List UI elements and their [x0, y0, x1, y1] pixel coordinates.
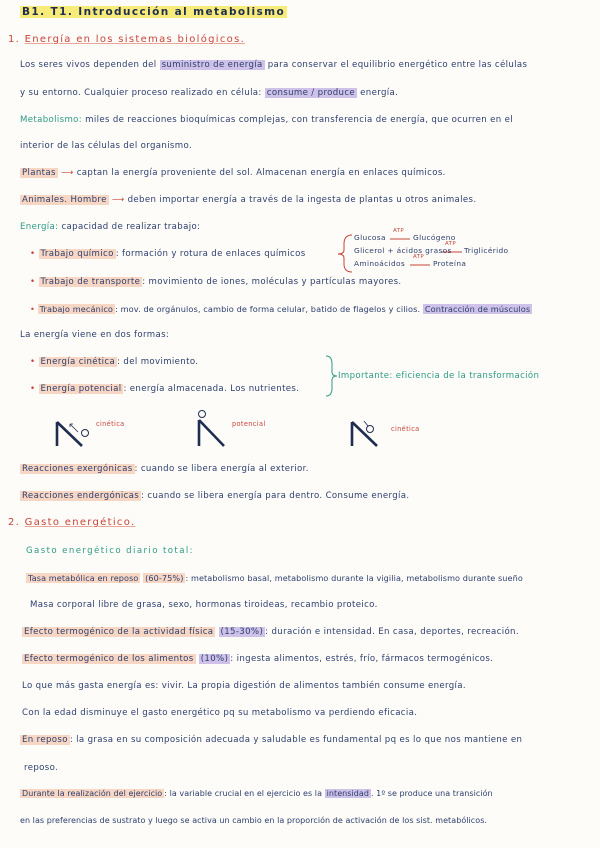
- bullet-icon: •: [30, 304, 35, 314]
- kinetic-descending-figure-icon: [352, 421, 377, 446]
- reaction-glucogeno: Glucógeno: [413, 233, 456, 242]
- en-reposo: En reposo : la grasa en su composición adecuada y saludable es fundamental pq es lo que nos mantiene en: [22, 735, 523, 745]
- efecto-alimentos: Efecto termogénico de los alimentos (10%) : ingesta alimentos, estrés, frío, fármacos termogénicos.: [24, 654, 494, 664]
- energia-cinetica: • Energía cinética : del movimiento.: [30, 357, 199, 367]
- edad-gasto: Con la edad disminuye el gasto energético pq su metabolismo va perdiendo eficacia.: [22, 708, 418, 718]
- tasa-metabolica-factors: Masa corporal libre de grasa, sexo, hormonas tiroideas, recambio proteico.: [30, 600, 378, 610]
- trabajo-mecanico: • Trabajo mecánico : mov. de orgánulos, cambio de forma celular, batido de flagelos y cilios. Contracción de músculos: [30, 304, 531, 314]
- reaction-proteina: Proteína: [433, 259, 467, 268]
- energia-definition: Energía: capacidad de realizar trabajo:: [20, 222, 201, 232]
- durante-ejercicio-cont: en las preferencias de sustrato y luego se activa un cambio en la proporción de activación de los sist. metabólicos.: [20, 816, 488, 825]
- metabolismo-definition: Metabolismo: miles de reacciones bioquímicas complejas, con transferencia de energía, que ocurren en el: [20, 115, 513, 125]
- importante-note: Importante: eficiencia de la transformación: [338, 371, 540, 381]
- reacciones-endergonicas: Reacciones endergónicas : cuando se libera energía para dentro. Consume energía.: [22, 491, 410, 501]
- bullet-icon: •: [30, 357, 36, 367]
- durante-ejercicio: Durante la realización del ejercicio : la variable crucial en el ejercicio es la intensidad . 1º se produce una transición: [22, 789, 493, 798]
- arrow-right-icon: ⟶: [60, 168, 74, 178]
- trabajo-transporte: • Trabajo de transporte : movimiento de iones, moléculas y partículas mayores.: [30, 277, 402, 287]
- bullet-icon: •: [30, 384, 36, 394]
- figure-label-cinetica: cinética: [96, 420, 125, 428]
- tasa-metabolica: Tasa metabólica en reposo (60-75%) : metabolismo basal, metabolismo durante la vigilia, metabolismo durante sueño: [28, 573, 523, 583]
- atp-label: ATP: [393, 228, 405, 234]
- bullet-icon: •: [30, 249, 36, 259]
- figure-label-cinetica-2: cinética: [391, 425, 420, 433]
- energia-potencial: • Energía potencial : energía almacenada. Los nutrientes.: [30, 384, 300, 394]
- section-2-heading: 2. Gasto energético.: [8, 517, 136, 528]
- reaction-glicerol: Glicerol + ácidos grasos: [354, 246, 452, 255]
- page-title: B1. T1. Introducción al metabolismo: [22, 6, 286, 18]
- efecto-actividad-fisica: Efecto termogénico de la actividad física (15-30%) : duración e intensidad. En casa, deportes, recreación.: [24, 627, 519, 637]
- section-1-heading: 1. Energía en los sistemas biológicos.: [8, 34, 246, 45]
- gasto-diario-subheading: Gasto energético diario total:: [26, 546, 194, 556]
- reaction-trigliceridos: Triglicérido: [464, 246, 509, 255]
- intro-line-2: y su entorno. Cualquier proceso realizado en célula: consume / produce energía.: [20, 88, 399, 98]
- metabolismo-definition-cont: interior de las células del organismo.: [20, 141, 193, 151]
- figure-label-potencial: potencial: [232, 420, 266, 428]
- lo-que-mas-gasta: Lo que más gasta energía es: vivir. La propia digestión de alimentos también consume energía.: [22, 681, 466, 691]
- bullet-icon: •: [30, 277, 36, 287]
- intro-line-1: Los seres vivos dependen del suministro de energía para conservar el equilibrio energético entre las células: [20, 60, 528, 70]
- atp-label: ATP: [413, 254, 425, 260]
- reaction-aminoacidos: Aminoácidos: [354, 259, 406, 268]
- arrow-right-icon: ⟶: [111, 195, 125, 205]
- plantas-line: Plantas ⟶ captan la energía proveniente del sol. Almacenan energía en enlaces químicos.: [22, 168, 446, 178]
- potential-slope-figure-icon: [199, 411, 225, 447]
- formas-intro: La energía viene en dos formas:: [20, 330, 170, 340]
- trabajo-quimico: • Trabajo químico : formación y rotura de enlaces químicos: [30, 249, 306, 259]
- reaction-glucosa: Glucosa: [354, 233, 386, 242]
- kinetic-slope-figure-icon: [57, 422, 89, 446]
- animales-line: Animales. Hombre ⟶ deben importar energía a través de la ingesta de plantas u otros animales.: [22, 195, 477, 205]
- atp-label: ATP: [445, 241, 457, 247]
- en-reposo-cont: reposo.: [24, 763, 59, 773]
- reacciones-exergonicas: Reacciones exergónicas : cuando se libera energía al exterior.: [22, 464, 309, 474]
